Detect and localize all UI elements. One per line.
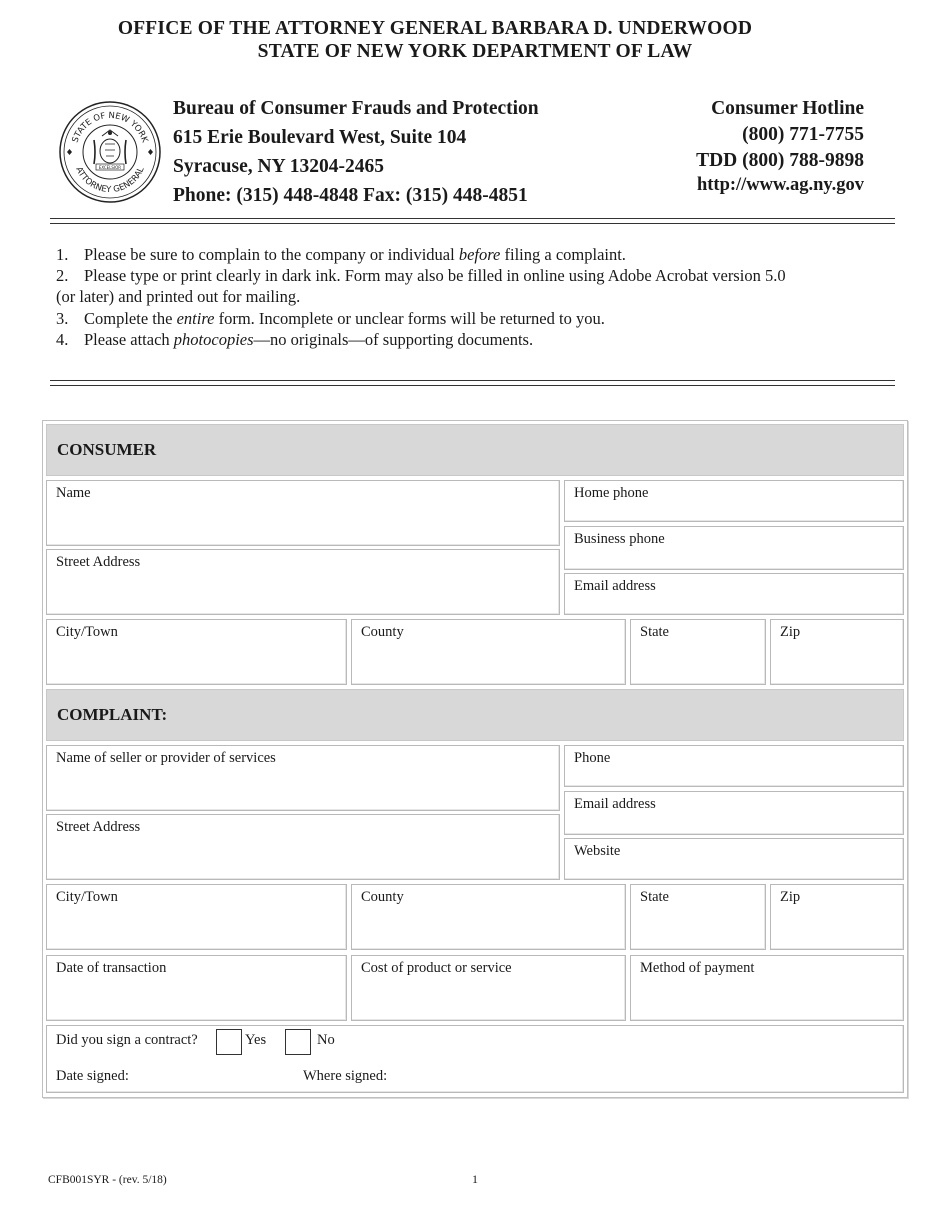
page-number: 1 [472,1172,478,1186]
contract-yes-checkbox[interactable] [216,1029,242,1055]
seller-phone-field[interactable]: Phone [564,745,904,787]
payment-method-field[interactable]: Method of payment [630,955,904,1021]
instructions-divider [50,380,895,386]
bureau-name: Bureau of Consumer Frauds and Protection [173,98,539,119]
seal-motto: EXCELSIOR [98,165,122,170]
consumer-county-field[interactable]: County [351,619,626,685]
department-title: STATE OF NEW YORK DEPARTMENT OF LAW [257,41,693,62]
consumer-business-phone-field[interactable]: Business phone [564,526,904,570]
seller-email-field[interactable]: Email address [564,791,904,835]
seller-zip-field[interactable]: Zip [770,884,904,950]
consumer-street-field[interactable]: Street Address [46,549,560,615]
complaint-section-header: COMPLAINT: [46,689,904,741]
bureau-phone-fax: Phone: (315) 448-4848 Fax: (315) 448-4851 [173,185,528,206]
seller-county-field[interactable]: County [351,884,626,950]
consumer-email-field[interactable]: Email address [564,573,904,615]
seller-state-field[interactable]: State [630,884,766,950]
hotline-tdd: TDD (800) 788-9898 [696,150,864,171]
contract-yes-label: Yes [245,1032,267,1048]
seal-ring-bottom-text: ATTORNEY GENERAL [73,165,147,196]
consumer-state-field[interactable]: State [630,619,766,685]
instruction-3: 3. Complete the entire form. Incomplete or unclear forms will be returned to you. [56,309,605,328]
hotline-title: Consumer Hotline [711,98,864,119]
contract-no-checkbox[interactable] [285,1029,311,1055]
seller-city-field[interactable]: City/Town [46,884,347,950]
seller-website-field[interactable]: Website [564,838,904,880]
transaction-date-field[interactable]: Date of transaction [46,955,347,1021]
where-signed-label: Where signed: [303,1068,388,1084]
consumer-home-phone-field[interactable]: Home phone [564,480,904,522]
contract-no-label: No [317,1032,335,1048]
seller-street-field[interactable]: Street Address [46,814,560,880]
bureau-address-line1: 615 Erie Boulevard West, Suite 104 [173,127,467,148]
office-title: OFFICE OF THE ATTORNEY GENERAL BARBARA D. UNDERWOOD [117,18,753,39]
state-seal-icon [58,100,162,204]
header-divider [50,218,895,224]
contract-question: Did you sign a contract? [56,1032,198,1048]
cost-field[interactable]: Cost of product or service [351,955,626,1021]
instruction-4: 4. Please attach photocopies—no originals—of supporting documents. [56,330,534,349]
form-code: CFB001SYR - (rev. 5/18) [48,1174,167,1186]
hotline-website-link[interactable]: http://www.ag.ny.gov [696,175,864,195]
bureau-address-line2: Syracuse, NY 13204-2465 [173,156,385,177]
consumer-city-field[interactable]: City/Town [46,619,347,685]
seller-name-field[interactable]: Name of seller or provider of services [46,745,560,811]
instruction-2: 2. Please type or print clearly in dark ink. Form may also be filled in online using Adobe Acrobat version 5.0 [56,266,786,285]
consumer-zip-field[interactable]: Zip [770,619,904,685]
hotline-phone: (800) 771-7755 [742,124,864,145]
instruction-1: 1. Please be sure to complain to the company or individual before filing a complaint. [56,245,626,264]
consumer-section-header: CONSUMER [46,424,904,476]
instruction-2-continued: (or later) and printed out for mailing. [56,287,301,306]
date-signed-label: Date signed: [56,1068,129,1084]
consumer-name-field[interactable]: Name [46,480,560,546]
seal-ring-top-text: STATE OF NEW YORK [70,110,150,145]
